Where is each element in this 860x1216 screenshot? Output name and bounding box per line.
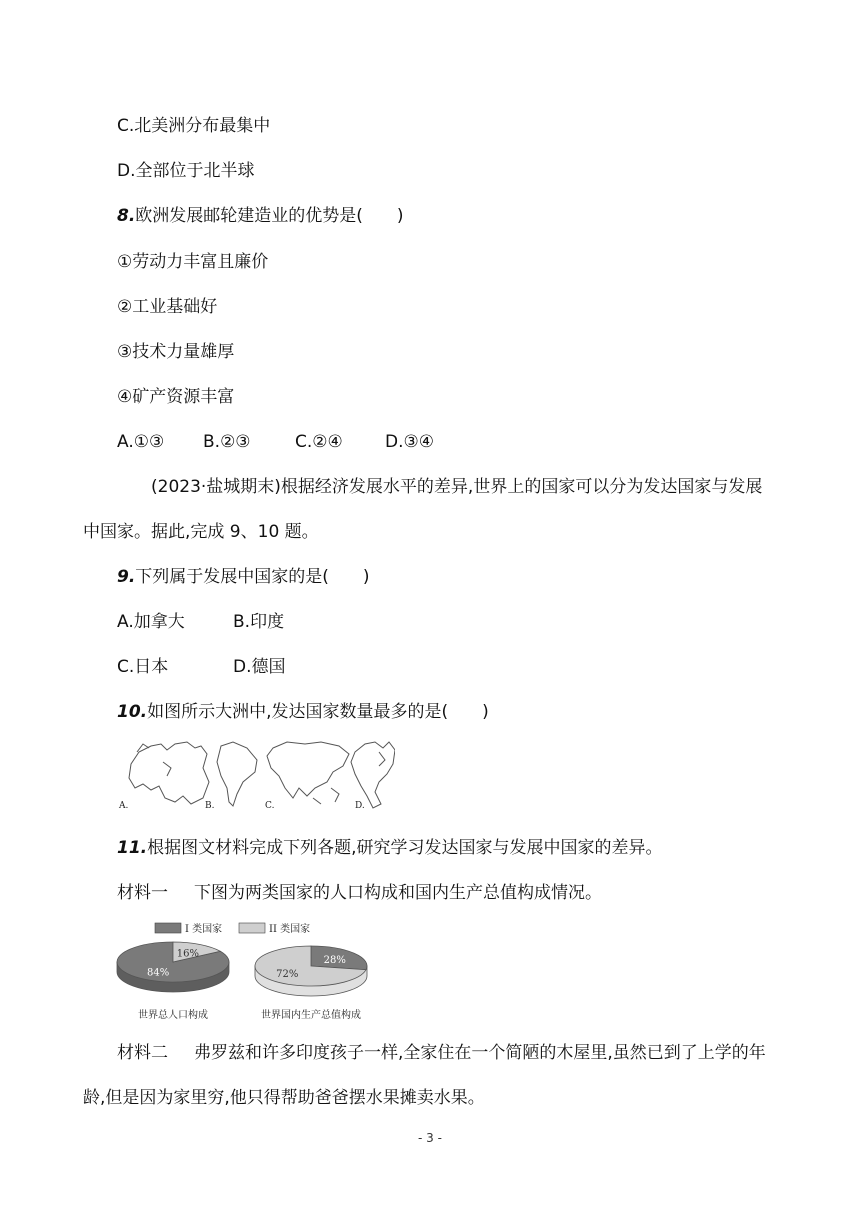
q9-options-row-2 <box>117 656 286 678</box>
question-stem: 欧洲发展邮轮建造业的优势是( ) <box>135 206 404 226</box>
intro-line-1: (2023·盐城期末)根据经济发展水平的差异,世界上的国家可以分为发达国家与发展 <box>151 477 763 497</box>
pie-title-gdp: 世界国内生产总值构成 <box>261 1010 361 1021</box>
option-a: A.加拿大 <box>117 612 185 632</box>
map-label-c: C. <box>265 801 275 811</box>
material-1-text: 下图为两类国家的人口构成和国内生产总值构成情况。 <box>194 883 602 903</box>
q8-item-1: ①劳动力丰富且廉价 <box>117 252 269 272</box>
intro-line-2: 中国家。据此,完成 9、10 题。 <box>83 522 319 542</box>
south-america-map <box>217 742 257 806</box>
q8-item-4: ④矿产资源丰富 <box>117 387 235 407</box>
option-b: B.②③ <box>203 432 251 452</box>
question-10 <box>117 701 489 723</box>
material-1 <box>117 882 602 904</box>
pie-title-population: 世界总人口构成 <box>138 1010 208 1021</box>
map-label-a: A. <box>119 801 129 811</box>
map-label-d: D. <box>355 801 365 811</box>
option-a: A.①③ <box>117 432 165 452</box>
material-2-line-2: 龄,但是因为家里穷,他只得帮助爸爸摆水果摊卖水果。 <box>83 1088 485 1108</box>
q7-option-d: D.全部位于北半球 <box>117 161 255 181</box>
pie-0-label-1: 16% <box>176 948 199 960</box>
material-2 <box>117 1042 766 1064</box>
legend-swatch-class2 <box>239 923 265 933</box>
legend-swatch-class1 <box>155 923 181 933</box>
pie-1-label-1: 72% <box>276 969 299 981</box>
q8-options <box>117 431 434 453</box>
option-d: D.③④ <box>385 432 434 452</box>
question-number: 11. <box>117 838 148 858</box>
option-b: B.印度 <box>233 612 285 632</box>
north-america-map <box>351 742 395 808</box>
q9-options-row-1 <box>117 611 284 633</box>
continent-maps-figure <box>117 738 395 812</box>
chart-legend <box>155 922 310 935</box>
q8-item-3: ③技术力量雄厚 <box>117 342 235 362</box>
material-1-label: 材料一 <box>117 883 168 903</box>
question-number: 10. <box>117 702 148 722</box>
legend-label-class1: I 类国家 <box>185 924 223 935</box>
material-2-label: 材料二 <box>117 1043 168 1063</box>
map-label-b: B. <box>205 801 215 811</box>
q7-option-c: C.北美洲分布最集中 <box>117 116 271 136</box>
option-d: D.德国 <box>233 657 286 677</box>
question-stem: 根据图文材料完成下列各题,研究学习发达国家与发展中国家的差异。 <box>147 838 663 858</box>
legend-label-class2: II 类国家 <box>269 924 311 935</box>
question-number: 8. <box>117 206 136 226</box>
question-number: 9. <box>117 567 136 587</box>
question-stem: 如图所示大洲中,发达国家数量最多的是( ) <box>147 702 489 722</box>
pie-1-label-0: 28% <box>323 954 346 966</box>
option-c: C.②④ <box>295 432 343 452</box>
pie-0-label-0: 84% <box>147 967 170 979</box>
asia-map <box>267 742 349 798</box>
q8-item-2: ②工业基础好 <box>117 297 218 317</box>
material-2-line-1: 弗罗兹和许多印度孩子一样,全家住在一个简陋的木屋里,虽然已到了上学的年 <box>194 1043 766 1063</box>
question-9 <box>117 566 370 588</box>
page-number: - 3 - <box>418 1131 442 1145</box>
question-11 <box>117 837 663 859</box>
question-8 <box>117 205 404 227</box>
option-c: C.日本 <box>117 657 169 677</box>
pie-charts-figure <box>115 918 377 1024</box>
question-stem: 下列属于发展中国家的是( ) <box>135 567 370 587</box>
